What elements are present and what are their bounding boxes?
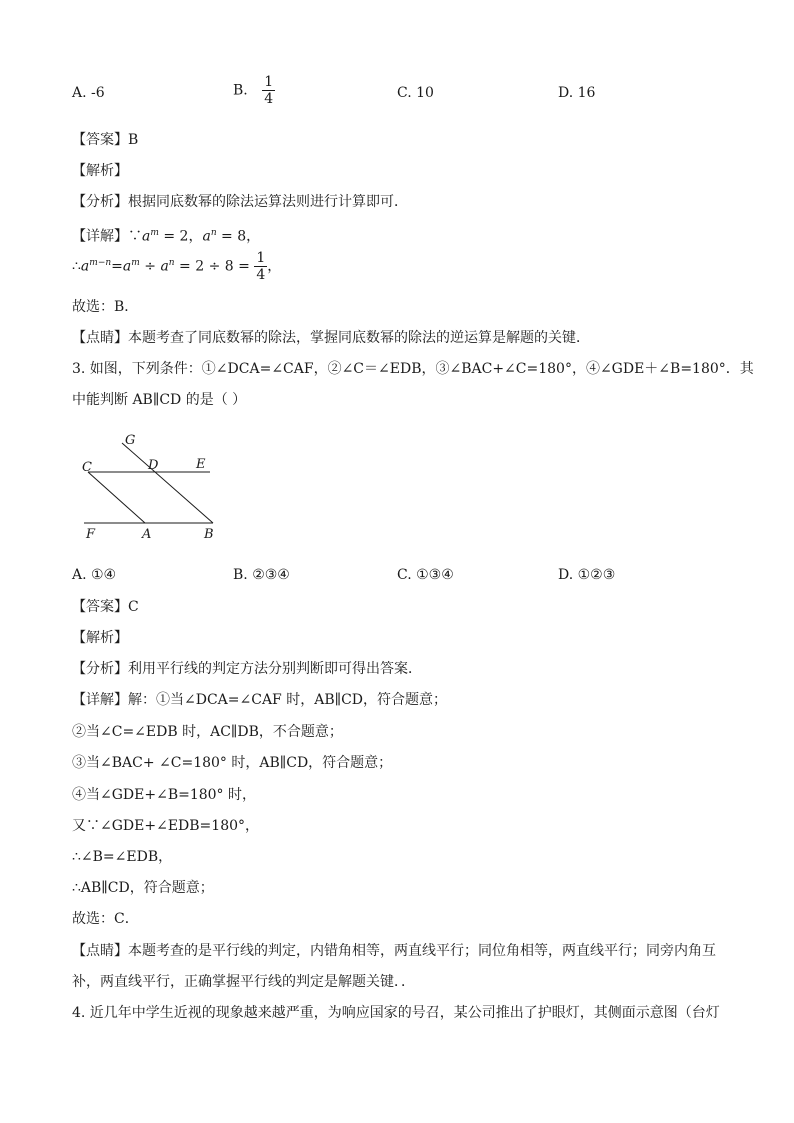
q2-dianjing: 【点睛】本题考查了同底数幂的除法，掌握同底数幂的除法的逆运算是解题的关键． [72, 330, 590, 346]
segment-gb [122, 443, 213, 523]
q2-calc [72, 250, 281, 283]
exp-m-n: m−n [89, 257, 112, 268]
q2-answer: 【答案】B [72, 132, 139, 148]
label-b: B [204, 527, 214, 542]
label-a: A [142, 527, 152, 542]
q3-option-c: C. ①③④ [397, 567, 454, 583]
option-b-label: B. [233, 82, 248, 99]
exp-n: n [210, 228, 217, 238]
label-f: F [86, 527, 96, 542]
calc-rest: = 2 ÷ 8 = [174, 258, 255, 275]
q3-jiexi: 【解析】 [72, 630, 128, 646]
fraction-denominator: 4 [264, 91, 274, 107]
exp-m: m [131, 257, 140, 268]
q3-detail-line: ∴∠B=∠EDB， [72, 849, 173, 865]
option-d: D. 16 [558, 85, 596, 101]
exp-n: n [168, 257, 175, 268]
calc-fraction [254, 250, 267, 283]
label-e: E [196, 457, 206, 472]
option-a: A. -6 [72, 85, 105, 101]
therefore-sign: ∴ [72, 258, 81, 275]
q3-dianjing-line2: 补，两直线平行，正确掌握平行线的判定是解题关键．． [72, 974, 415, 990]
q2-guxuan: 故选：B． [72, 299, 139, 315]
calc-end: ， [267, 258, 282, 275]
fraction-denominator: 4 [256, 267, 266, 283]
var-a: a [202, 228, 211, 245]
var-a: a [80, 258, 90, 275]
q3-option-a: A. ①④ [72, 567, 117, 583]
q3-fenxi: 【分析】利用平行线的判定方法分别判断即可得出答案． [72, 661, 422, 677]
exp-m: m [150, 228, 159, 238]
q4-stem-line1: 4. 近几年中学生近视的现象越来越严重，为响应国家的号召，某公司推出了护眼灯，其侧面示意图（台灯 [72, 1005, 720, 1021]
q3-detail-line: ④当∠GDE+∠B=180° 时， [72, 787, 257, 803]
eq-part: = 2， [158, 228, 203, 245]
div-sign: ÷ [139, 258, 161, 275]
q2-fenxi: 【分析】根据同底数幂的除法运算法则进行计算即可． [72, 194, 408, 210]
xiangjie-prefix: 【详解】∵ [72, 228, 142, 245]
q3-answer: 【答案】C [72, 599, 139, 615]
q3-stem-line2: 中能判断 AB∥CD 的是（ ） [72, 392, 247, 408]
var-a: a [142, 228, 151, 245]
q3-dianjing-line1: 【点睛】本题考查的是平行线的判定，内错角相等，两直线平行；同位角相等，两直线平行；同旁内角互 [72, 943, 716, 959]
label-g: G [125, 433, 136, 448]
q3-detail-line: ∴AB∥CD，符合题意； [72, 880, 214, 896]
segment-ca [88, 472, 145, 523]
q3-detail-line: ③当∠BAC+ ∠C=180° 时，AB∥CD，符合题意； [72, 755, 393, 771]
option-b-fraction [262, 74, 275, 107]
q2-jiexi: 【解析】 [72, 163, 128, 179]
eq-part: = 8， [216, 228, 261, 245]
fraction-numerator: 1 [264, 74, 274, 90]
q3-stem-line1: 3. 如图，下列条件：①∠DCA=∠CAF，②∠C＝∠EDB，③∠BAC+∠C=180°，④∠GDE＋∠B=180°．其 [72, 361, 754, 377]
q3-detail-line: ②当∠C=∠EDB 时，AC∥DB，不合题意； [72, 724, 343, 740]
q3-option-b: B. ②③④ [233, 567, 290, 583]
option-c: C. 10 [397, 85, 434, 101]
q3-figure [70, 425, 230, 550]
q3-detail-line: 【详解】解：①当∠DCA=∠CAF 时，AB∥CD，符合题意； [72, 692, 448, 708]
q3-guxuan: 故选：C． [72, 911, 139, 927]
q3-option-d: D. ①②③ [558, 567, 616, 583]
option-b [233, 74, 275, 107]
label-d: D [148, 458, 159, 473]
label-c: C [82, 460, 92, 475]
var-a: a [122, 258, 132, 275]
eq-sign: = [111, 258, 123, 275]
var-a: a [160, 258, 169, 275]
q3-detail-line: 又∵∠GDE+∠EDB=180°， [72, 818, 260, 834]
q2-xiangjie [72, 223, 260, 247]
fraction-numerator: 1 [256, 250, 266, 266]
